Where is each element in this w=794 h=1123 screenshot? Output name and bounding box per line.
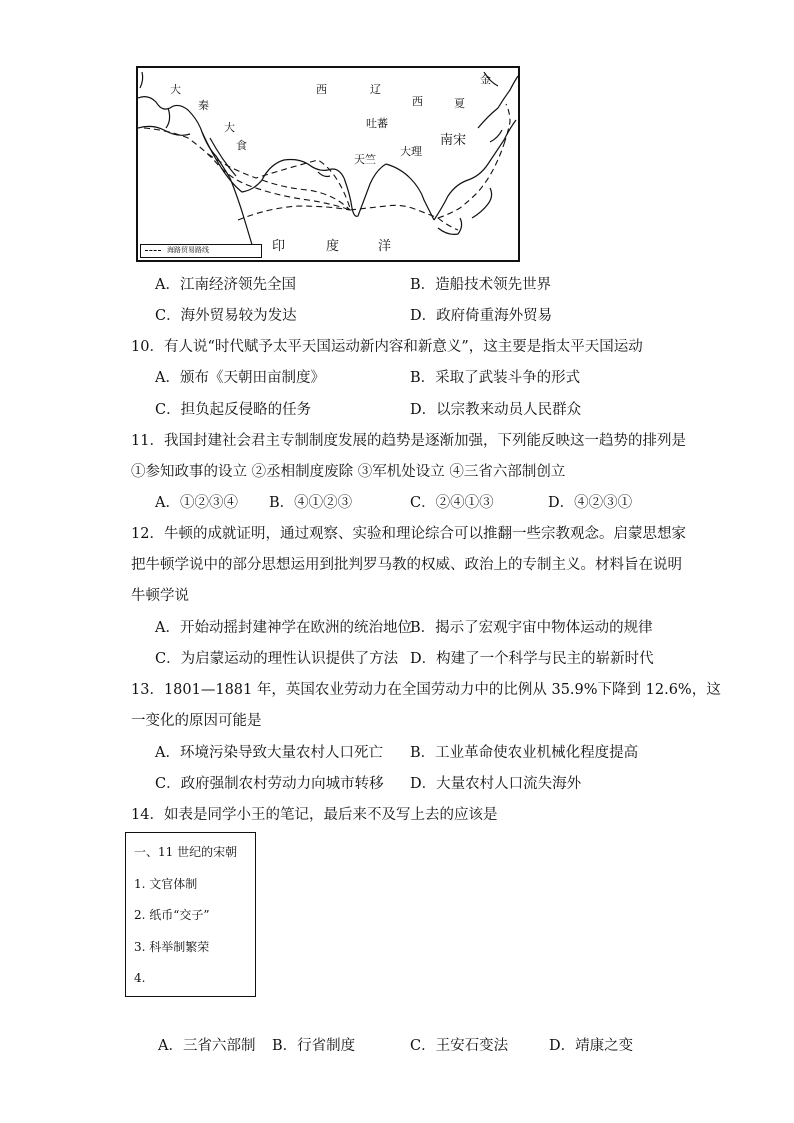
q11-option-c: C．②④①③ — [410, 495, 494, 511]
map-label-xi: 西 — [316, 83, 327, 96]
map-legend — [140, 244, 262, 258]
map-label-shi: 食 — [236, 139, 247, 152]
map-label-liao: 辽 — [370, 83, 381, 96]
q12-option-b: B．揭示了宏观宇宙中物体运动的规律 — [410, 620, 653, 636]
q12-stem-line2: 把牛顿学说中的部分思想运用到批判罗马教的权威、政治上的专制主义。材料旨在说明 — [131, 557, 682, 573]
q9-option-b: B．造船技术领先世界 — [410, 277, 552, 293]
q10-option-c: C．担负起反侵略的任务 — [155, 402, 312, 418]
notes-heading: 一、11 世纪的宋朝 — [134, 845, 238, 859]
q10-stem: 10．有人说“时代赋予太平天国运动新内容和新意义”，这主要是指太平天国运动 — [131, 339, 643, 355]
map-label-du: 度 — [326, 239, 340, 254]
map-label-jin: 金 — [480, 73, 491, 86]
q9-option-c: C．海外贸易较为发达 — [155, 308, 297, 324]
notes-item-4: 4. — [134, 971, 146, 985]
q9-option-d: D．政府倚重海外贸易 — [410, 308, 553, 324]
q13-option-b: B．工业革命使农业机械化程度提高 — [410, 745, 639, 761]
q11-option-b: B．④①②③ — [269, 495, 353, 511]
q12-stem-line1: 12．牛顿的成就证明，通过观察、实验和理论综合可以推翻一些宗教观念。启蒙思想家 — [131, 526, 686, 542]
map-label-tianzhu: 天竺 — [354, 153, 376, 166]
q10-option-a: A．颁布《天朝田亩制度》 — [155, 370, 325, 386]
map-label-xixia-xi: 西 — [412, 95, 423, 108]
q11-stem-line1: 11．我国封建社会君主专制制度发展的趋势是逐渐加强，下列能反映这一趋势的排列是 — [131, 433, 686, 449]
q12-option-d: D．构建了一个科学与民主的崭新时代 — [410, 651, 654, 667]
q13-stem-line1: 13．1801—1881 年，英国农业劳动力在全国劳动力中的比例从 35.9%下降到 12.6%，这 — [131, 682, 721, 698]
q14-stem: 14．如表是同学小王的笔记，最后来不及写上去的应该是 — [131, 807, 498, 823]
q14-option-b: B．行省制度 — [272, 1038, 356, 1054]
map-label-qin: 秦 — [198, 99, 209, 112]
map-label-dali: 大理 — [400, 145, 422, 158]
q10-option-b: B．采取了武装斗争的形式 — [410, 370, 581, 386]
q14-option-d: D．靖康之变 — [549, 1038, 634, 1054]
q13-option-c: C．政府强制农村劳动力向城市转移 — [155, 776, 384, 792]
q13-option-d: D．大量农村人口流失海外 — [410, 776, 582, 792]
map-label-da: 大 — [170, 83, 181, 96]
map-label-yin: 印 — [272, 239, 286, 254]
q13-stem-line2: 一变化的原因可能是 — [131, 713, 262, 729]
q9-option-a: A．江南经济领先全国 — [155, 277, 296, 293]
q11-option-a: A．①②③④ — [155, 495, 238, 511]
legend-text: 海路贸易路线 — [167, 246, 209, 254]
q12-option-c: C．为启蒙运动的理性认识提供了方法 — [155, 651, 399, 667]
q13-option-a: A．环境污染导致大量农村人口死亡 — [155, 745, 383, 761]
q11-stem-line2: ①参知政事的设立 ②丞相制度废除 ③军机处设立 ④三省六部制创立 — [131, 464, 566, 480]
q10-option-d: D．以宗教来动员人民群众 — [410, 402, 582, 418]
map-label-tubo: 吐蕃 — [366, 117, 388, 130]
map-label-nansong: 南宋 — [440, 133, 467, 148]
q11-option-d: D．④②③① — [548, 495, 633, 511]
notes-item-1: 1. 文官体制 — [134, 877, 198, 891]
notes-item-2: 2. 纸币“交子” — [134, 908, 210, 922]
trade-route-map — [136, 66, 520, 262]
q14-option-a: A．三省六部制 — [158, 1038, 256, 1054]
map-label-da2: 大 — [224, 121, 235, 134]
q12-option-a: A．开始动摇封建神学在欧洲的统治地位 — [155, 620, 412, 636]
legend-dashed-line — [145, 250, 161, 251]
q14-option-c: C．王安石变法 — [410, 1038, 509, 1054]
notes-item-3: 3. 科举制繁荣 — [134, 940, 210, 954]
map-label-xixia-xia: 夏 — [454, 97, 465, 110]
q12-stem-line3: 牛顿学说 — [131, 588, 189, 604]
map-label-yang: 洋 — [378, 239, 392, 254]
student-notes-box — [125, 832, 256, 997]
